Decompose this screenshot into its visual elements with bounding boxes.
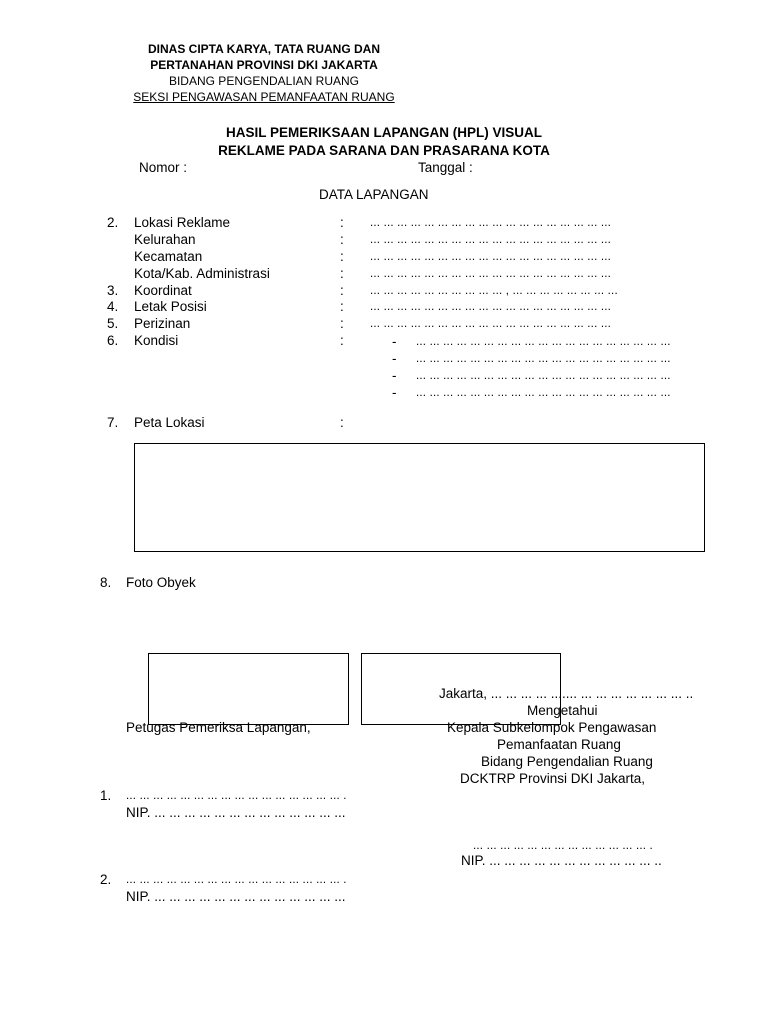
kondisi-dash: -: [392, 351, 397, 366]
kepala-nip: NIP. ... ... ... ... ... ... ... ... ... ... ... ..: [461, 853, 662, 868]
item-value: ... ... ... ... ... ... ... ... ... ... ... ... ... ... ... ... ... ...: [370, 318, 612, 330]
form-title-line-2: REKLAME PADA SARANA DAN PRASARANA KOTA: [218, 143, 550, 158]
item-num: 5.: [107, 316, 119, 331]
kepala-name: ... ... ... ... ... ... ... ... ... ... ... ... ... .: [473, 840, 653, 852]
item-colon: :: [340, 283, 344, 298]
item-label: Lokasi Reklame: [134, 215, 231, 230]
item-colon: :: [340, 266, 344, 281]
item-num: 2.: [107, 215, 119, 230]
item-value: ... ... ... ... ... ... ... ... ... ... ... ... ... ... ... ... ... ...: [370, 268, 612, 280]
item-value: ... ... ... ... ... ... ... ... ... ... ... ... ... ... ... ... ... ...: [370, 217, 612, 229]
petugas-1-num: 1.: [100, 788, 112, 803]
foto-num: 8.: [100, 575, 112, 590]
nomor-label: Nomor :: [139, 160, 188, 175]
photo-box-1[interactable]: [148, 653, 349, 725]
item-num: 6.: [107, 333, 119, 348]
kondisi-value: ... ... ... ... ... ... ... ... ... ... ... ... ... ... ... ... ... ... ...: [416, 353, 671, 365]
petugas-2-nip: NIP. ... ... ... ... ... ... ... ... ... ... ... ... ...: [126, 889, 346, 904]
kondisi-dash: -: [392, 334, 397, 349]
photo-box-2[interactable]: [361, 653, 561, 725]
section-title: DATA LAPANGAN: [319, 187, 429, 202]
kondisi-value: ... ... ... ... ... ... ... ... ... ... ... ... ... ... ... ... ... ... ...: [416, 336, 671, 348]
agency-line-1: DINAS CIPTA KARYA, TATA RUANG DAN: [148, 42, 380, 56]
item-label: Kelurahan: [134, 232, 196, 247]
petugas-title: Petugas Pemeriksa Lapangan,: [126, 720, 311, 735]
kondisi-dash: -: [392, 368, 397, 383]
item-value: ... ... ... ... ... ... ... ... ... ... , ... ... ... ... ... ... ... ...: [370, 285, 618, 297]
item-num: 3.: [107, 283, 119, 298]
item-value: ... ... ... ... ... ... ... ... ... ... ... ... ... ... ... ... ... ...: [370, 301, 612, 313]
item-colon: :: [340, 299, 344, 314]
mengetahui-label: Mengetahui: [527, 703, 598, 718]
item-label: Kota/Kab. Administrasi: [134, 266, 270, 281]
form-title-line-1: HASIL PEMERIKSAAN LAPANGAN (HPL) VISUAL: [225, 125, 542, 140]
peta-colon: :: [340, 415, 344, 430]
item-colon: :: [340, 316, 344, 331]
kepala-title-3: Bidang Pengendalian Ruang: [481, 754, 653, 769]
item-label: Koordinat: [134, 283, 192, 298]
kondisi-dash: -: [392, 385, 397, 400]
kepala-title-4: DCKTRP Provinsi DKI Jakarta,: [460, 771, 646, 786]
petugas-1-nip: NIP. ... ... ... ... ... ... ... ... ... ... ... ... ...: [126, 805, 346, 820]
item-colon: :: [340, 333, 344, 348]
agency-line-4: SEKSI PENGAWASAN PEMANFAATAN RUANG: [133, 90, 395, 104]
petugas-1-name: ... ... ... ... ... ... ... ... ... ... ... ... ... ... ... ... .: [126, 790, 347, 802]
place-date: Jakarta, ... ... ... ... ....... ... ... ... ... ... ... ... ..: [439, 686, 694, 701]
item-label: Kecamatan: [134, 249, 203, 264]
item-colon: :: [340, 249, 344, 264]
item-num: 4.: [107, 299, 119, 314]
item-colon: :: [340, 215, 344, 230]
tanggal-label: Tanggal :: [418, 160, 473, 175]
map-box[interactable]: [134, 443, 705, 552]
petugas-2-num: 2.: [100, 872, 112, 887]
kepala-title-1: Kepala Subkelompok Pengawasan: [447, 720, 657, 735]
petugas-2-name: ... ... ... ... ... ... ... ... ... ... ... ... ... ... ... ... .: [126, 874, 347, 886]
peta-num: 7.: [107, 415, 119, 430]
item-label: Kondisi: [134, 333, 179, 348]
foto-label: Foto Obyek: [126, 575, 196, 590]
agency-line-3: BIDANG PENGENDALIAN RUANG: [168, 74, 360, 88]
kondisi-value: ... ... ... ... ... ... ... ... ... ... ... ... ... ... ... ... ... ... ...: [416, 387, 671, 399]
kondisi-value: ... ... ... ... ... ... ... ... ... ... ... ... ... ... ... ... ... ... ...: [416, 370, 671, 382]
peta-label: Peta Lokasi: [134, 415, 205, 430]
item-value: ... ... ... ... ... ... ... ... ... ... ... ... ... ... ... ... ... ...: [370, 234, 612, 246]
item-label: Perizinan: [134, 316, 191, 331]
item-colon: :: [340, 232, 344, 247]
agency-line-2: PERTANAHAN PROVINSI DKI JAKARTA: [150, 58, 378, 72]
kepala-title-2: Pemanfaatan Ruang: [497, 737, 621, 752]
item-value: ... ... ... ... ... ... ... ... ... ... ... ... ... ... ... ... ... ...: [370, 251, 612, 263]
item-label: Letak Posisi: [134, 299, 207, 314]
